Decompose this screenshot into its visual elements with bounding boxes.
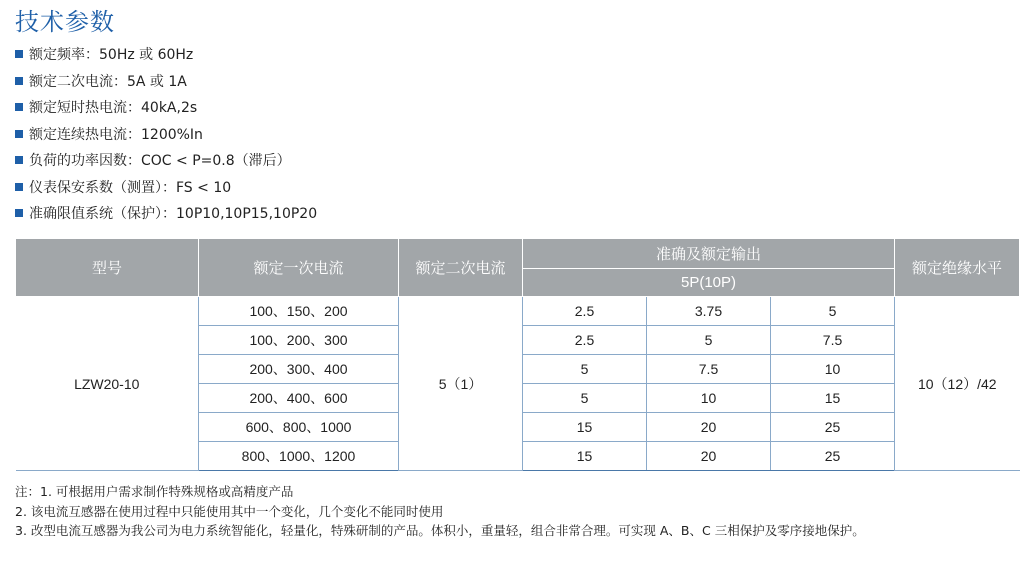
cell-output: 25 <box>771 413 895 442</box>
square-bullet-icon <box>15 50 23 58</box>
cell-output: 5 <box>647 326 771 355</box>
cell-secondary: 5（1） <box>399 297 523 471</box>
spec-item <box>15 201 317 228</box>
spec-text: 仪表保安系数（测置）：FS < 10 <box>29 179 232 196</box>
parameters-table <box>15 238 1020 471</box>
spec-text: 额定频率：50Hz 或 60Hz <box>29 47 194 63</box>
header-insulation-level: 额定绝缘水平 <box>895 239 1020 297</box>
header-model: 型号 <box>16 239 199 297</box>
spec-text: 准确限值系统（保护）：10P10,10P15,10P20 <box>29 206 318 222</box>
square-bullet-icon <box>15 77 23 85</box>
square-bullet-icon <box>15 209 23 217</box>
square-bullet-icon <box>15 183 23 191</box>
square-bullet-icon <box>15 103 23 111</box>
cell-insulation: 10（12）/42 <box>895 297 1020 471</box>
header-accuracy-output: 准确及额定输出 <box>523 239 895 269</box>
cell-output: 7.5 <box>647 355 771 384</box>
cell-primary: 100、150、200 <box>199 297 399 326</box>
cell-primary: 200、300、400 <box>199 355 399 384</box>
cell-primary: 800、1000、1200 <box>199 442 399 471</box>
header-accuracy-class: 5P(10P) <box>523 269 895 297</box>
square-bullet-icon <box>15 130 23 138</box>
notes-section <box>15 482 865 541</box>
cell-output: 25 <box>771 442 895 471</box>
cell-primary: 600、800、1000 <box>199 413 399 442</box>
spec-item <box>15 175 317 202</box>
cell-output: 15 <box>771 384 895 413</box>
header-secondary-current: 额定二次电流 <box>399 239 523 297</box>
note-line: 3. 改型电流互感器为我公司为电力系统智能化，轻量化，特殊研制的产品。体积小，重量轻，组合非常合理。可实现 A、B、C 三相保护及零序接地保护。 <box>15 523 865 538</box>
spec-item <box>15 42 317 69</box>
spec-list <box>15 42 317 228</box>
spec-text: 额定二次电流：5A 或 1A <box>29 73 187 90</box>
spec-item <box>15 122 317 149</box>
spec-text: 额定短时热电流：40kA,2s <box>29 100 198 116</box>
cell-output: 15 <box>523 442 647 471</box>
cell-model: LZW20-10 <box>16 297 199 471</box>
cell-output: 5 <box>523 355 647 384</box>
cell-primary: 100、200、300 <box>199 326 399 355</box>
cell-output: 2.5 <box>523 326 647 355</box>
spec-text: 额定连续热电流：1200%In <box>29 126 203 143</box>
square-bullet-icon <box>15 156 23 164</box>
table-row <box>16 297 1020 326</box>
header-primary-current: 额定一次电流 <box>199 239 399 297</box>
cell-output: 10 <box>647 384 771 413</box>
cell-output: 7.5 <box>771 326 895 355</box>
page-title: 技术参数 <box>15 8 115 36</box>
cell-output: 20 <box>647 442 771 471</box>
cell-output: 20 <box>647 413 771 442</box>
note-line: 注：1. 可根据用户需求制作特殊规格或高精度产品 <box>15 484 294 499</box>
spec-item <box>15 95 317 122</box>
spec-item <box>15 148 317 175</box>
cell-primary: 200、400、600 <box>199 384 399 413</box>
cell-output: 2.5 <box>523 297 647 326</box>
cell-output: 3.75 <box>647 297 771 326</box>
note-line: 2. 该电流互感器在使用过程中只能使用其中一个变化，几个变化不能同时使用 <box>15 503 444 519</box>
cell-output: 10 <box>771 355 895 384</box>
cell-output: 5 <box>771 297 895 326</box>
spec-text: 负荷的功率因数：COC < P=0.8（滞后） <box>29 153 291 169</box>
spec-item <box>15 69 317 96</box>
cell-output: 5 <box>523 384 647 413</box>
cell-output: 15 <box>523 413 647 442</box>
